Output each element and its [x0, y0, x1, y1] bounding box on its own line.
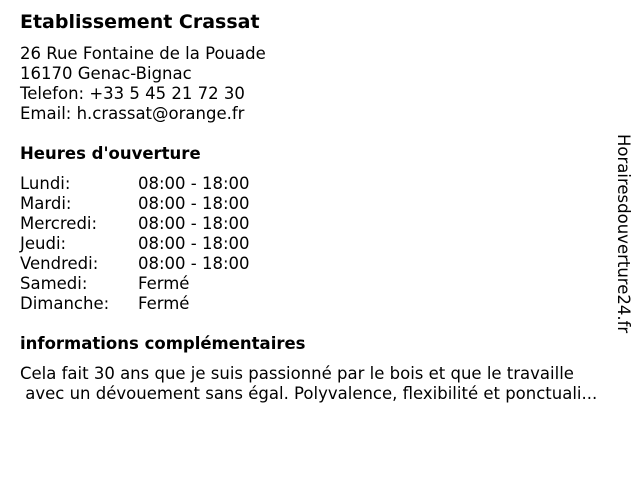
business-name: Etablissement Crassat [20, 11, 260, 33]
hours-value: 08:00 - 18:00 [138, 174, 250, 193]
site-watermark: Horairesdouverture24.fr [614, 134, 633, 334]
address-city: 16170 Genac-Bignac [20, 64, 192, 83]
hours-row-wednesday [20, 214, 320, 234]
day-label: Lundi: [20, 174, 71, 193]
additional-info-heading: informations complémentaires [20, 334, 306, 353]
hours-row-tuesday [20, 194, 320, 214]
day-label: Samedi: [20, 274, 88, 293]
hours-value: Fermé [138, 294, 190, 313]
contact-block [20, 44, 266, 124]
email-address: Email: h.crassat@orange.fr [20, 104, 245, 123]
hours-row-thursday [20, 234, 320, 254]
hours-value: 08:00 - 18:00 [138, 214, 250, 233]
hours-row-friday [20, 254, 320, 274]
hours-row-saturday [20, 274, 320, 294]
business-description [20, 364, 630, 404]
hours-row-sunday [20, 294, 320, 314]
day-label: Mardi: [20, 194, 72, 213]
opening-hours-heading: Heures d'ouverture [20, 144, 201, 163]
hours-value: 08:00 - 18:00 [138, 254, 250, 273]
address-street: 26 Rue Fontaine de la Pouade [20, 44, 266, 63]
hours-row-monday [20, 174, 320, 194]
description-line: Cela fait 30 ans que je suis passionné par le bois et que le travaille [20, 364, 574, 383]
day-label: Dimanche: [20, 294, 110, 313]
day-label: Vendredi: [20, 254, 99, 273]
hours-value: Fermé [138, 274, 190, 293]
hours-value: 08:00 - 18:00 [138, 234, 250, 253]
hours-value: 08:00 - 18:00 [138, 194, 250, 213]
opening-hours-table [20, 174, 320, 314]
day-label: Mercredi: [20, 214, 98, 233]
description-line: avec un dévouement sans égal. Polyvalence, flexibilité et ponctuali... [20, 384, 598, 403]
day-label: Jeudi: [20, 234, 67, 253]
phone-number: Telefon: +33 5 45 21 72 30 [20, 84, 245, 103]
